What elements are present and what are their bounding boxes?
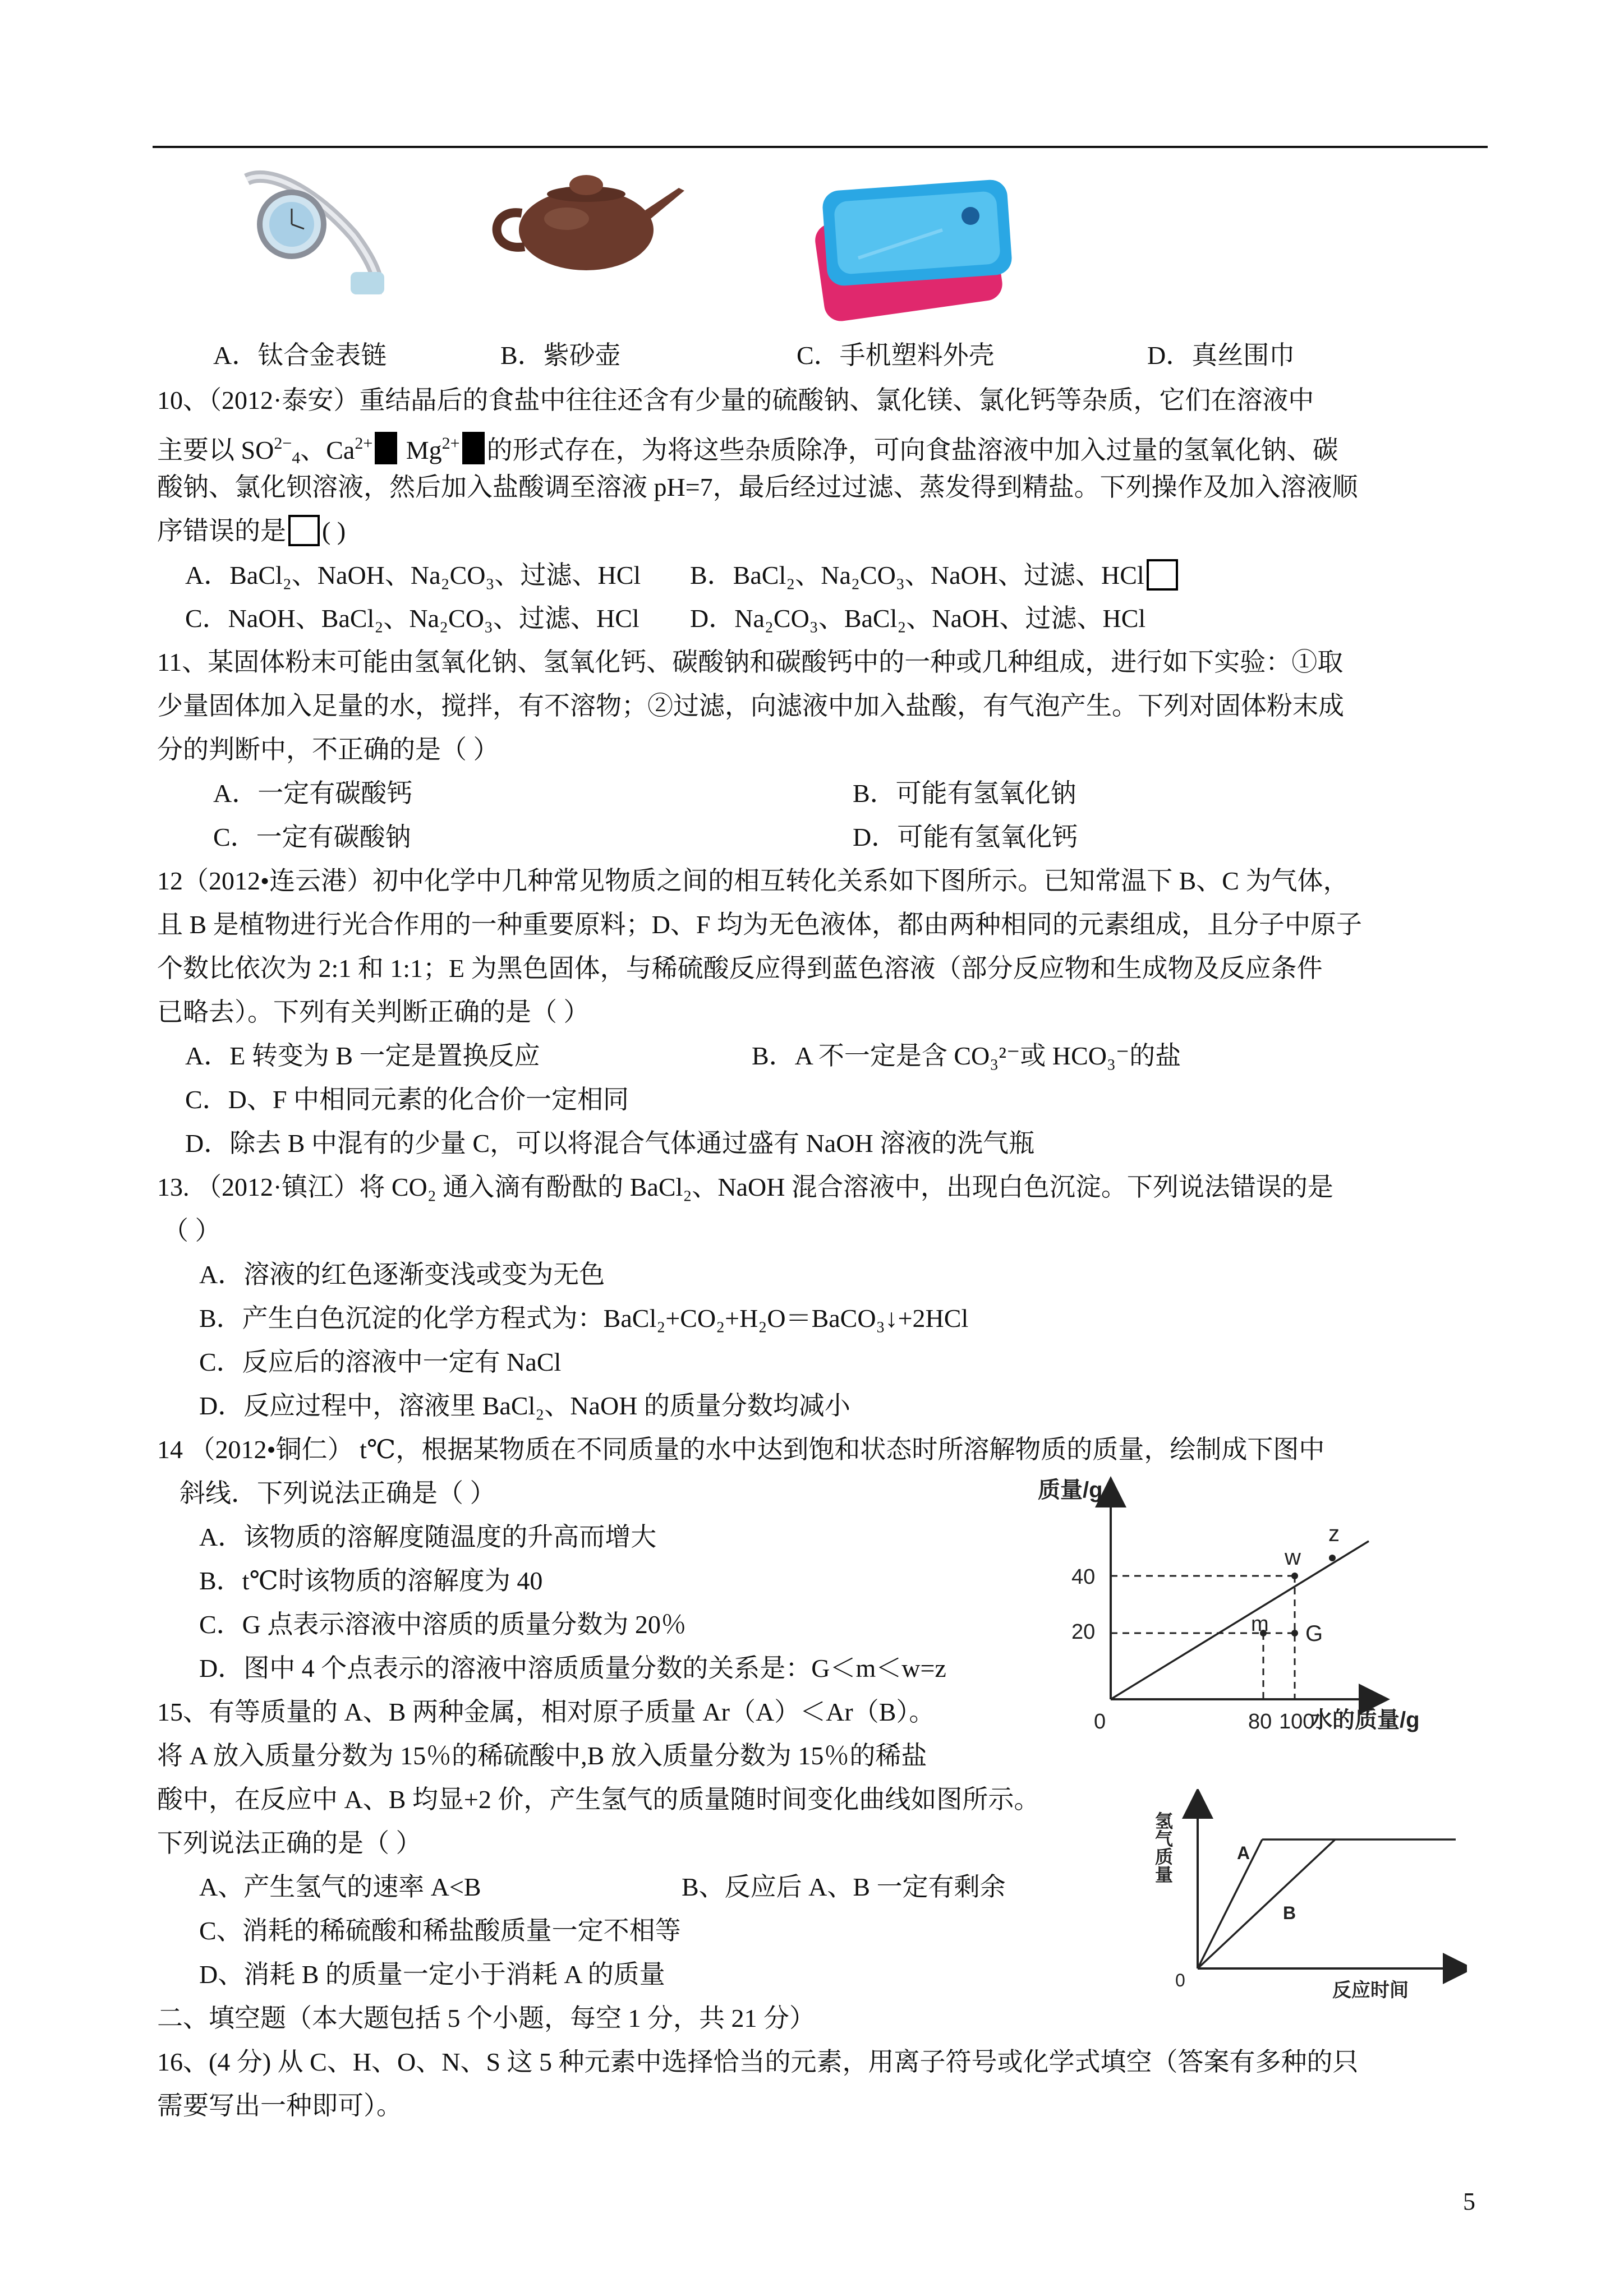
q15-option-b: B、反应后 A、B 一定有剩余	[682, 1873, 1006, 1901]
phone-case-photo	[802, 174, 1027, 322]
q11-option-c: C．一定有碳酸钠	[213, 823, 411, 851]
q10-option-d: D．Na₂CO₃、BaCl₂、NaOH、过滤、HCl	[690, 604, 1146, 633]
q10-option-a: A．BaCl₂、NaOH、Na₂CO₃、过滤、HCl	[185, 561, 641, 589]
q16-line2: 需要写出一种即可）。	[157, 2091, 402, 2120]
label-B: B	[1283, 1903, 1296, 1923]
q13-option-d: D．反应过程中，溶液里 BaCl₂、NaOH 的质量分数均减小	[199, 1391, 850, 1420]
q10-option-b	[690, 558, 1180, 593]
q15-option-a: A、产生氢气的速率 A<B	[199, 1873, 481, 1901]
q10-option-b-text: B．BaCl₂、Na₂CO₃、NaOH、过滤、HCl	[690, 561, 1144, 589]
section-2-heading: 二、填空题（本大题包括 5 个小题，每空 1 分，共 21 分）	[157, 2004, 815, 2032]
h2-ylabel: 氢气质量	[1153, 1811, 1173, 1883]
line-A	[1198, 1839, 1262, 1968]
ytick-20: 20	[1071, 1620, 1096, 1644]
q9-option-a: A．钛合金表链	[213, 341, 387, 370]
answer-box[interactable]	[1147, 559, 1178, 591]
q15-line3: 酸中，在反应中 A、B 均显+2 价，产生氢气的质量随时间变化曲线如图所示。	[157, 1785, 1040, 1814]
hydrogen-graph	[1153, 1789, 1467, 2002]
q10-line4-b: ( )	[322, 517, 346, 545]
watch-photo	[224, 157, 393, 303]
q14-option-d: D．图中 4 个点表示的溶液中溶质质量分数的关系是：G＜m＜w=z	[199, 1654, 946, 1682]
q10-ca-charge: 2+	[355, 434, 373, 453]
redaction-block	[375, 432, 397, 464]
q11-option-d: D．可能有氢氧化钙	[853, 823, 1078, 851]
line-B	[1198, 1839, 1335, 1968]
q11-option-b: B．可能有氢氧化钠	[853, 779, 1076, 808]
q10-line2	[157, 426, 1338, 476]
q10-mg-charge: 2+	[441, 434, 460, 453]
q9-option-b: B．紫砂壶	[500, 341, 621, 370]
q10-option-c: C．NaOH、BaCl₂、Na₂CO₃、过滤、HCl	[185, 604, 640, 633]
q14-line2: 斜线．下列说法正确是（ ）	[180, 1479, 496, 1507]
q12-line1: 12（2012•连云港）初中化学中几种常见物质之间的相互转化关系如下图所示。已知常温下 B、C 为气体，	[157, 866, 1349, 895]
teapot-photo	[482, 157, 690, 275]
label-m: m	[1251, 1612, 1269, 1636]
q10-line2-c: Mg	[399, 436, 442, 464]
q15-line1: 15、有等质量的 A、B 两种金属，相对原子质量 Ar（A）＜Ar（B）。	[157, 1698, 935, 1726]
q9-option-d: D．真丝围巾	[1147, 341, 1295, 370]
q15-option-c: C、消耗的稀硫酸和稀盐酸质量一定不相等	[199, 1916, 681, 1945]
label-w: w	[1285, 1545, 1301, 1570]
q15-option-d: D、消耗 B 的质量一定小于消耗 A 的质量	[199, 1960, 665, 1989]
q12-line3: 个数比依次为 2:1 和 1:1；E 为黑色固体，与稀硫酸反应得到蓝色溶液（部分反应物和生成物及反应条件	[157, 954, 1323, 983]
q12-line4: 已略去）。下列有关判断正确的是（ ）	[157, 998, 590, 1026]
q12-line2: 且 B 是植物进行光合作用的一种重要原料；D、F 均为无色液体，都由两种相同的元素组成，且分子中原子	[157, 910, 1362, 939]
q14-option-a: A．该物质的溶解度随温度的升高而增大	[199, 1523, 657, 1551]
q10-line2-a: 主要以 SO	[157, 436, 274, 464]
page-number: 5	[1463, 2188, 1475, 2215]
point-w	[1291, 1573, 1298, 1579]
label-z: z	[1328, 1522, 1340, 1546]
q13-option-c: C．反应后的溶液中一定有 NaCl	[199, 1348, 562, 1376]
q12-option-a: A．E 转变为 B 一定是置换反应	[185, 1041, 540, 1070]
graph-xlabel: 水的质量/g	[1310, 1708, 1420, 1732]
q13-option-b: B．产生白色沉淀的化学方程式为：BaCl₂+CO₂+H₂O＝BaCO₃↓+2HCl	[199, 1304, 969, 1333]
graph-origin: 0	[1094, 1710, 1106, 1733]
h2-origin: 0	[1175, 1970, 1185, 1990]
q13-line1: 13. （2012·镇江）将 CO₂ 通入滴有酚酞的 BaCl₂、NaOH 混合溶液中，出现白色沉淀。下列说法错误的是	[157, 1173, 1333, 1201]
q10-line1: 10、（2012·泰安）重结晶后的食盐中往往还含有少量的硫酸钠、氯化镁、氯化钙等杂质，它们在溶液中	[157, 386, 1314, 414]
q10-sulfate-sub: 4	[292, 449, 301, 467]
q15-line2: 将 A 放入质量分数为 15％的稀硫酸中,B 放入质量分数为 15％的稀盐	[157, 1741, 927, 1770]
redaction-block	[462, 432, 485, 464]
q9-option-c: C．手机塑料外壳	[797, 341, 995, 370]
xtick-100: 100	[1279, 1710, 1315, 1733]
q16-line1: 16、(4 分) 从 C、H、O、N、S 这 5 种元素中选择恰当的元素，用离子符号或化学式填空（答案有多种的只	[157, 2048, 1359, 2076]
q12-option-b: B．A 不一定是含 CO₃²⁻或 HCO₃⁻的盐	[752, 1041, 1181, 1070]
q13-option-a: A．溶液的红色逐渐变浅或变为无色	[199, 1260, 605, 1289]
q14-line1: 14 （2012•铜仁） t℃，根据某物质在不同质量的水中达到饱和状态时所溶解物质的质量，绘制成下图中	[157, 1435, 1325, 1464]
q11-line2: 少量固体加入足量的水，搅拌，有不溶物；②过滤，向滤液中加入盐酸，有气泡产生。下列对固体粉末成	[157, 691, 1344, 720]
q12-option-c: C．D、F 中相同元素的化合价一定相同	[185, 1085, 629, 1114]
graph-ylabel: 质量/g	[1038, 1478, 1103, 1502]
q14-option-c: C．G 点表示溶液中溶质的质量分数为 20％	[199, 1610, 687, 1639]
solubility-line	[1111, 1541, 1369, 1699]
q10-line4-a: 序错误的是	[157, 517, 286, 545]
solubility-graph	[1027, 1475, 1464, 1733]
q10-line3: 酸钠、氯化钡溶液，然后加入盐酸调至溶液 pH=7，最后经过过滤、蒸发得到精盐。下列操作及加入溶液顺	[157, 473, 1358, 501]
h2-xlabel: 反应时间	[1332, 1980, 1409, 2001]
q10-line4	[157, 514, 346, 548]
q14-option-b: B．t℃时该物质的溶解度为 40	[199, 1566, 543, 1595]
q10-line2-b: 、Ca	[300, 436, 355, 464]
answer-box[interactable]	[288, 515, 320, 546]
label-G: G	[1305, 1621, 1323, 1646]
point-G	[1291, 1630, 1298, 1636]
q11-option-a: A．一定有碳酸钙	[213, 779, 413, 808]
ytick-40: 40	[1071, 1565, 1096, 1589]
q13-line2: （ ）	[163, 1216, 221, 1245]
q12-option-d: D．除去 B 中混有的少量 C，可以将混合气体通过盛有 NaOH 溶液的洗气瓶	[185, 1129, 1035, 1158]
xtick-80: 80	[1248, 1710, 1272, 1733]
q10-line2-d: 的形式存在，为将这些杂质除净，可向食盐溶液中加入过量的氢氧化钠、碳	[486, 436, 1338, 464]
header-rule	[153, 146, 1488, 148]
q11-line1: 11、某固体粉末可能由氢氧化钠、氢氧化钙、碳酸钠和碳酸钙中的一种或几种组成，进行如下实验：①取	[157, 648, 1344, 676]
q15-line4: 下列说法正确的是（ ）	[157, 1829, 422, 1857]
label-A: A	[1237, 1843, 1250, 1863]
q10-sulfate-charge: 2−	[274, 434, 292, 453]
q11-line3: 分的判断中，不正确的是（ ）	[157, 735, 499, 764]
point-z	[1329, 1555, 1336, 1561]
